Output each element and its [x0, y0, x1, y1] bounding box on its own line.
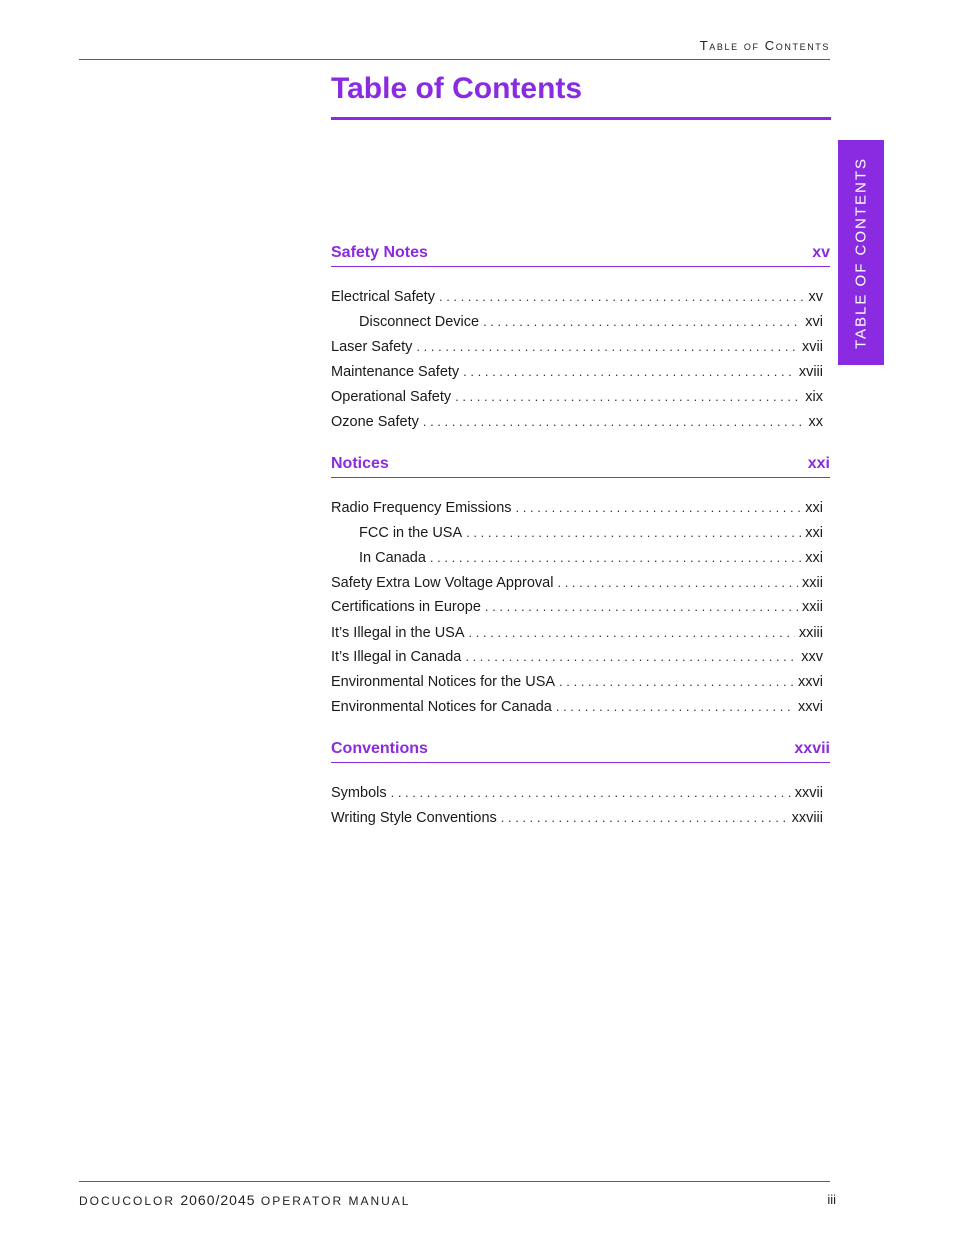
- section-page: xxi: [807, 455, 830, 472]
- footer-product-prefix: DOCUCOLOR: [79, 1194, 176, 1208]
- toc-entry[interactable]: [331, 674, 823, 694]
- toc-entry-label: Laser Safety: [331, 339, 413, 355]
- toc-entry-page: xxii: [802, 575, 823, 591]
- dot-leader: [465, 649, 797, 664]
- toc-entry-page: xviii: [798, 364, 823, 380]
- section-page: xxvii: [794, 740, 830, 757]
- toc-entry-label: Writing Style Conventions: [331, 810, 497, 826]
- toc-entry-label: FCC in the USA: [359, 525, 463, 541]
- running-head: Table of Contents: [699, 38, 830, 53]
- section-title: Conventions: [331, 740, 428, 757]
- side-tab-label: TABLE OF CONTENTS: [852, 156, 870, 349]
- footer-rule: [79, 1181, 830, 1182]
- dot-leader: [483, 314, 801, 329]
- toc-entry-label: Radio Frequency Emissions: [331, 500, 512, 516]
- toc-entry[interactable]: [331, 339, 823, 359]
- dot-leader: [556, 699, 794, 714]
- dot-leader: [391, 785, 791, 800]
- toc-entry-page: xix: [805, 389, 823, 405]
- dot-leader: [455, 389, 801, 404]
- dot-leader: [469, 625, 795, 640]
- dot-leader: [423, 414, 805, 429]
- header-rule: [79, 59, 830, 60]
- toc-entry-label: Environmental Notices for Canada: [331, 699, 552, 715]
- toc-entry[interactable]: [331, 500, 823, 520]
- toc-entry-label: Safety Extra Low Voltage Approval: [331, 575, 554, 591]
- toc-entry-label: Certifications in Europe: [331, 599, 481, 615]
- footer-model: 2060/2045: [180, 1192, 256, 1208]
- dot-leader: [439, 289, 805, 304]
- toc-entry[interactable]: [331, 649, 823, 669]
- section-heading-notices[interactable]: [331, 455, 830, 478]
- toc-entry-page: xxi: [805, 550, 823, 566]
- toc-entry[interactable]: [331, 599, 823, 619]
- toc-entry-page: xxviii: [791, 810, 823, 826]
- dot-leader: [466, 525, 801, 540]
- dot-leader: [557, 575, 798, 590]
- toc-entry-label: In Canada: [359, 550, 426, 566]
- section-heading-safety-notes[interactable]: [331, 244, 830, 267]
- dot-leader: [485, 599, 798, 614]
- toc-entry-label: Operational Safety: [331, 389, 452, 405]
- toc-entry-label: It’s Illegal in the USA: [331, 625, 465, 641]
- toc-entry-page: xxiii: [798, 625, 823, 641]
- toc-entry-label: Disconnect Device: [359, 314, 480, 330]
- title-rule: [331, 117, 831, 120]
- footer-manual-title: [79, 1192, 410, 1208]
- toc-entry-label: Ozone Safety: [331, 414, 419, 430]
- section-page: xv: [812, 244, 830, 261]
- toc-entry[interactable]: [331, 389, 823, 409]
- section-title: Notices: [331, 455, 389, 472]
- toc-entry-page: xxvi: [798, 674, 823, 690]
- toc-entry[interactable]: [331, 785, 823, 805]
- toc-entry-page: xxvi: [798, 699, 823, 715]
- toc-entry[interactable]: [331, 810, 823, 830]
- side-tab[interactable]: [838, 140, 884, 365]
- toc-entry[interactable]: [359, 525, 823, 545]
- toc-entry[interactable]: [331, 625, 823, 645]
- toc-entry[interactable]: [331, 289, 823, 309]
- toc-entry-page: xvii: [802, 339, 823, 355]
- toc-entry[interactable]: [331, 575, 823, 595]
- toc-entry-page: xx: [808, 414, 823, 430]
- toc-entry[interactable]: [359, 314, 823, 334]
- dot-leader: [516, 500, 802, 515]
- toc-entry-page: xxv: [801, 649, 823, 665]
- toc-entry-label: It’s Illegal in Canada: [331, 649, 462, 665]
- section-title: Safety Notes: [331, 244, 428, 261]
- toc-entry-label: Symbols: [331, 785, 387, 801]
- toc-entry[interactable]: [331, 699, 823, 719]
- dot-leader: [430, 550, 801, 565]
- toc-entry-label: Environmental Notices for the USA: [331, 674, 556, 690]
- dot-leader: [501, 810, 788, 825]
- dot-leader: [463, 364, 795, 379]
- toc-entry-page: xxi: [805, 500, 823, 516]
- toc-entry-page: xv: [808, 289, 823, 305]
- page-title: Table of Contents: [331, 72, 583, 105]
- dot-leader: [559, 674, 794, 689]
- toc-entry[interactable]: [359, 550, 823, 570]
- toc-entry-page: xvi: [805, 314, 823, 330]
- page-number: iii: [827, 1192, 836, 1207]
- toc-entry-label: Electrical Safety: [331, 289, 435, 305]
- toc-entry-page: xxi: [805, 525, 823, 541]
- toc-entry-page: xxii: [802, 599, 823, 615]
- toc-entry-page: xxvii: [794, 785, 823, 801]
- toc-entry-label: Maintenance Safety: [331, 364, 460, 380]
- dot-leader: [416, 339, 798, 354]
- toc-entry[interactable]: [331, 414, 823, 434]
- footer-manual: OPERATOR MANUAL: [260, 1194, 411, 1208]
- toc-entry[interactable]: [331, 364, 823, 384]
- section-heading-conventions[interactable]: [331, 740, 830, 763]
